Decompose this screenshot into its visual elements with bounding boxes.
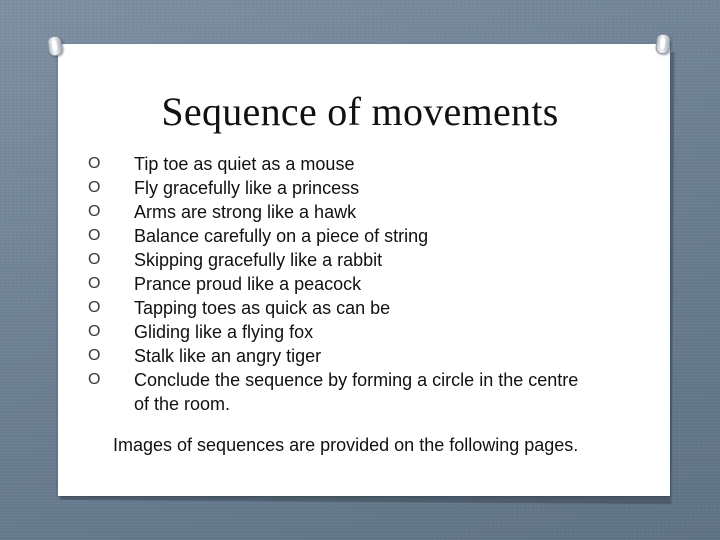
bullet-text: Prance proud like a peacock [134, 274, 362, 294]
list-item [88, 248, 588, 272]
list-item [88, 176, 588, 200]
list-item [88, 200, 588, 224]
list-item [88, 296, 588, 320]
bullet-text: Gliding like a flying fox [134, 322, 314, 342]
bullet-text: Skipping gracefully like a rabbit [134, 250, 383, 270]
bullet-o-icon: O [88, 203, 101, 220]
bullet-text: Conclude the sequence by forming a circle in the centre of the room. [134, 370, 579, 414]
list-item [88, 152, 588, 176]
pin-left-icon [47, 35, 64, 57]
bullet-text: Stalk like an angry tiger [134, 346, 322, 366]
slide-title: Sequence of movements [161, 89, 559, 134]
list-item [88, 320, 588, 344]
bullet-text: Tip toe as quiet as a mouse [134, 154, 355, 174]
bullet-o-icon: O [88, 227, 101, 244]
bullet-list [88, 152, 588, 416]
bullet-o-icon: O [88, 371, 101, 388]
bullet-text: Arms are strong like a hawk [134, 202, 357, 222]
bullet-o-icon: O [88, 251, 101, 268]
bullet-text: Tapping toes as quick as can be [134, 298, 391, 318]
bullet-text: Balance carefully on a piece of string [134, 226, 429, 246]
list-item [88, 224, 588, 248]
list-item [88, 272, 588, 296]
bullet-o-icon: O [88, 155, 101, 172]
footer-note: Images of sequences are provided on the following pages. [113, 435, 579, 455]
bullet-o-icon: O [88, 275, 101, 292]
bullet-o-icon: O [88, 323, 101, 340]
bullet-o-icon: O [88, 299, 101, 316]
bullet-o-icon: O [88, 347, 101, 364]
list-item [88, 344, 588, 368]
bullet-text: Fly gracefully like a princess [134, 178, 360, 198]
bullet-o-icon: O [88, 179, 101, 196]
list-item [88, 368, 588, 416]
